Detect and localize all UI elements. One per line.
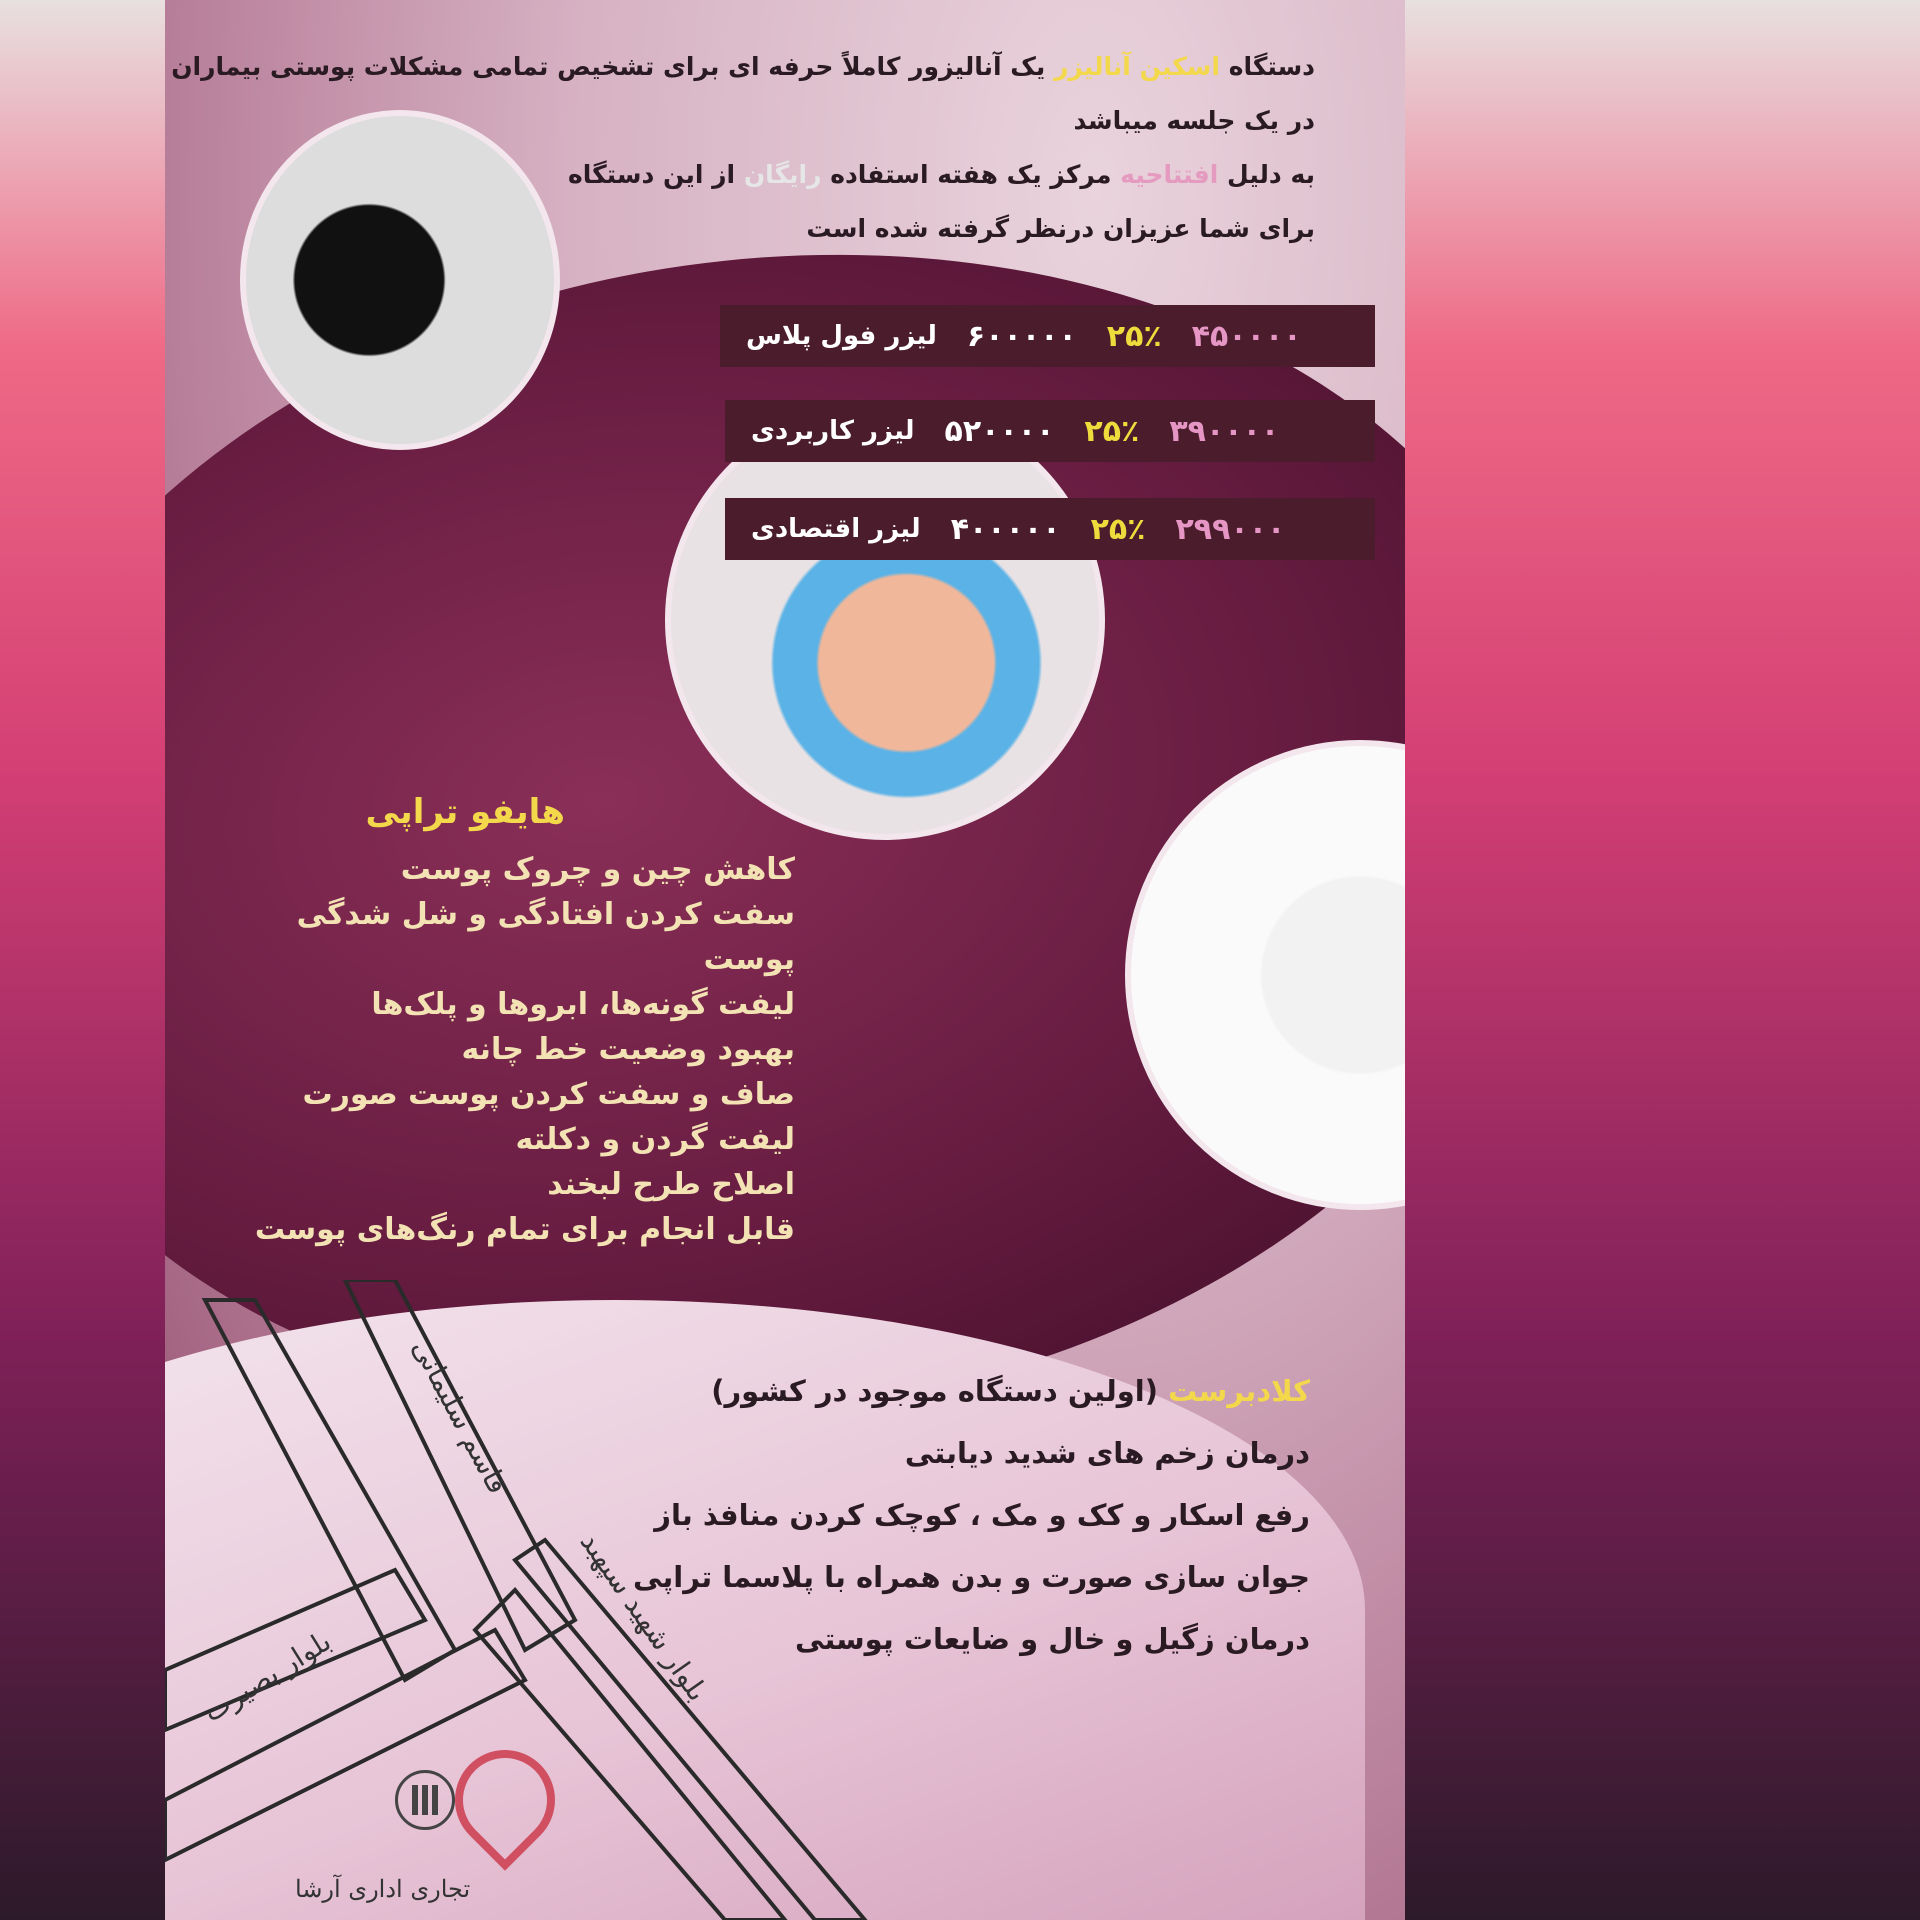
coldbrest-item: رفع اسکار و کک و مک ، کوچک کردن منافذ باز <box>654 1498 1310 1532</box>
coldbrest-item: درمان زگیل و خال و ضایعات پوستی <box>794 1622 1310 1656</box>
hifu-item: کاهش چین و چروک پوست <box>400 852 795 887</box>
coldbrest-subtitle: (اولین دستگاه موجود در کشور) <box>711 1374 1158 1408</box>
building-label: تجاری اداری آرشا <box>295 1875 471 1903</box>
hifu-title: هایفو تراپی <box>365 792 565 832</box>
building-icon <box>395 1770 455 1830</box>
price-final: ۳۹۰۰۰۰ <box>1169 413 1280 449</box>
intro-text: دستگاه <box>1228 52 1315 81</box>
intro-line-2: در یک جلسه میباشد <box>1073 106 1315 135</box>
intro-text: مرکز یک هفته استفاده <box>830 160 1112 189</box>
coldbrest-title: کلادبرست <box>1168 1374 1310 1408</box>
price-original: ۴۰۰۰۰۰ <box>950 511 1061 547</box>
hifu-item: لیفت گونه‌ها، ابروها و پلک‌ها <box>371 987 795 1022</box>
hifu-item: لیفت گردن و دکلته <box>515 1122 795 1157</box>
coldbrest-item: جوان سازی صورت و بدن همراه با پلاسما تراپی <box>633 1560 1310 1594</box>
price-name: لیزر اقتصادی <box>751 514 921 544</box>
coldbrest-item: درمان زخم های شدید دیابتی <box>904 1436 1310 1470</box>
hifu-item: بهبود وضعیت خط چانه <box>461 1032 795 1067</box>
hifu-section <box>215 790 795 1252</box>
location-map <box>165 1280 1065 1920</box>
hifu-item: سفت کردن افتادگی و شل شدگی پوست <box>296 897 795 977</box>
intro-text: از این دستگاه <box>567 160 736 189</box>
price-row <box>720 305 1375 367</box>
price-name: لیزر کاربردی <box>751 416 915 446</box>
street-label: بلوار بصیرت <box>197 1624 337 1729</box>
highlight-opening: افتتاحیه <box>1120 160 1219 189</box>
hifu-item: اصلاح طرح لبخند <box>547 1167 795 1202</box>
flyer <box>165 0 1405 1920</box>
hifu-treatment-photo <box>665 400 1105 840</box>
price-original: ۵۲۰۰۰۰ <box>944 413 1055 449</box>
intro-text <box>171 40 1315 256</box>
price-original: ۶۰۰۰۰۰ <box>966 318 1077 354</box>
intro-text: یک آنالیزور کاملاً حرفه ای برای تشخیص تمامی مشکلات پوستی بیماران <box>171 52 1046 81</box>
hifu-item: قابل انجام برای تمام رنگ‌های پوست <box>254 1212 795 1247</box>
price-discount: ۲۵٪ <box>1106 318 1162 354</box>
hifu-item: صاف و سفت کردن پوست صورت <box>302 1077 795 1112</box>
street-label: بلوار شهید سپهبد <box>573 1525 715 1708</box>
street-label: قاسم سلیمانی <box>405 1333 515 1500</box>
highlight-free: رایگان <box>743 160 822 189</box>
intro-line-4: برای شما عزیزان درنظر گرفته شده است <box>806 214 1315 243</box>
price-final: ۲۹۹۰۰۰ <box>1175 511 1286 547</box>
price-name: لیزر فول پلاس <box>746 321 937 351</box>
intro-text: به دلیل <box>1227 160 1315 189</box>
price-final: ۴۵۰۰۰۰ <box>1191 318 1302 354</box>
price-row <box>725 498 1375 560</box>
price-discount: ۲۵٪ <box>1084 413 1140 449</box>
price-row <box>725 400 1375 462</box>
highlight-skin-analyzer: اسکین آنالیزر <box>1053 52 1220 81</box>
price-discount: ۲۵٪ <box>1090 511 1146 547</box>
